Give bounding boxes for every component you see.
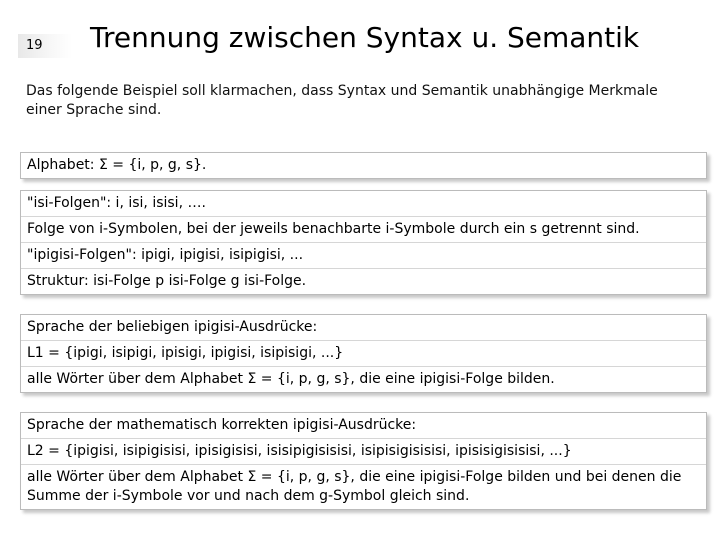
language2-set: L2 = {ipigisi, isipigisisi, ipisigisisi, isisipigisisisi, isipisigisisisi, ipisisigisisisi, ...}: [21, 439, 706, 465]
isi-sequences: "isi-Folgen": i, isi, isisi, ….: [21, 191, 706, 217]
alphabet-definition: Alphabet: Σ = {i, p, g, s}.: [27, 157, 207, 173]
language1-set: L1 = {ipigi, isipigi, ipisigi, ipigisi, isipisigi, ...}: [21, 341, 706, 367]
language1-box: [20, 314, 707, 393]
slide-number: 19: [18, 34, 72, 58]
language1-description: alle Wörter über dem Alphabet Σ = {i, p, g, s}, die eine ipigisi-Folge bilden.: [27, 371, 555, 387]
language2-heading: Sprache der mathematisch korrekten ipigisi-Ausdrücke:: [21, 413, 706, 439]
structure-definition: Struktur: isi-Folge p isi-Folge g isi-Folge.: [27, 273, 307, 289]
intro-text: Das folgende Beispiel soll klarmachen, dass Syntax und Semantik unabhängige Merkmale einer Sprache sind.: [26, 83, 658, 118]
isi-definition: Folge von i-Symbolen, bei der jeweils benachbarte i-Symbole durch ein s getrennt sind.: [21, 217, 706, 243]
alphabet-box: [20, 152, 707, 179]
syntax-box: [20, 190, 707, 295]
language2-box: [20, 412, 707, 510]
ipigisi-sequences: "ipigisi-Folgen": ipigi, ipigisi, isipigisi, ...: [21, 243, 706, 269]
language2-description: alle Wörter über dem Alphabet Σ = {i, p, g, s}, die eine ipigisi-Folge bilden und bei denen die Summe der i-Symbole vor und nach dem g-Symbol gleich sind.: [27, 469, 682, 504]
slide-title: Trennung zwischen Syntax u. Semantik: [90, 21, 640, 54]
language1-heading: Sprache der beliebigen ipigisi-Ausdrücke:: [21, 315, 706, 341]
